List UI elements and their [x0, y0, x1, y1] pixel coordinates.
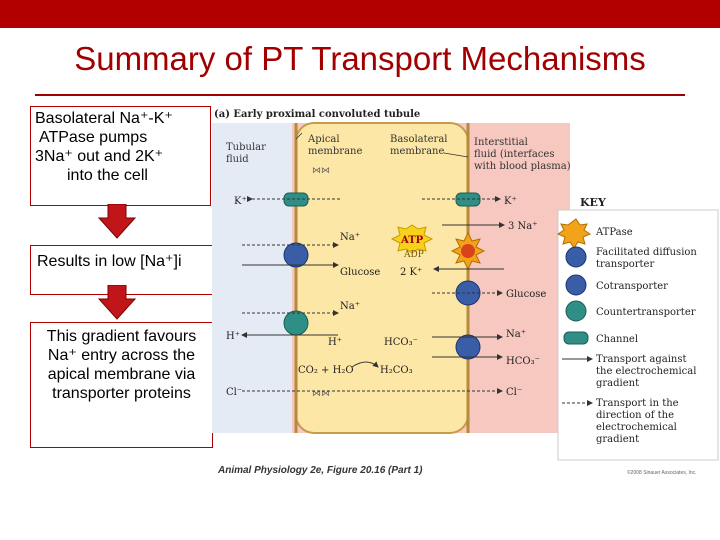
- h-left-label: H⁺: [226, 331, 240, 342]
- key-cotransporter-icon: [566, 275, 586, 295]
- apical-membrane-label-2: membrane: [308, 146, 363, 157]
- pump-line-1: Basolateral Na⁺-K⁺: [35, 110, 173, 127]
- key-countertransporter-icon: [566, 301, 586, 321]
- key-with-label-2: direction of the: [596, 410, 675, 421]
- key-facilitated-icon: [566, 247, 586, 267]
- down-arrow-1: [97, 204, 137, 240]
- basolateral-label-1: Basolateral: [390, 134, 448, 145]
- tubular-fluid-label-2: fluid: [226, 154, 249, 165]
- copyright-notice: ©2008 Sinauer Associates, Inc.: [627, 470, 697, 476]
- key-channel-label: Channel: [596, 334, 639, 345]
- cl-right-label: Cl⁻: [506, 387, 523, 398]
- key-title: KEY: [580, 196, 606, 209]
- key-cotransporter-label: Cotransporter: [596, 281, 668, 292]
- k-left-label: K⁺: [234, 196, 247, 207]
- interstitial-label-1: Interstitial: [474, 137, 528, 148]
- co2-label: CO₂ + H₂O: [298, 365, 354, 376]
- glucose-cell-label: Glucose: [340, 267, 381, 278]
- pt-transport-figure: [212, 105, 720, 480]
- tubular-fluid-region: [212, 123, 292, 433]
- gradient-line-2: Na⁺ entry across the: [47, 347, 196, 364]
- key-against-label-3: gradient: [596, 378, 640, 389]
- gradient-line-4: transporter proteins: [52, 385, 191, 402]
- h2co3-label: H₂CO₃: [380, 365, 413, 376]
- hco3-right-label: HCO₃⁻: [506, 356, 540, 367]
- k2-label: 2 K⁺: [400, 267, 423, 278]
- key-against-label-1: Transport against: [596, 354, 687, 365]
- figure-caption: Animal Physiology 2e, Figure 20.16 (Part 1): [218, 465, 423, 476]
- pump-line-2: ATPase pumps: [39, 129, 148, 146]
- key-facilitated-label-2: transporter: [596, 259, 655, 270]
- key-with-label-3: electrochemical: [596, 422, 677, 433]
- na-apical-2-label: Na⁺: [340, 301, 360, 312]
- figure-key: [558, 196, 718, 460]
- adp-label: ADP: [404, 250, 424, 260]
- top-banner: [0, 0, 720, 28]
- down-arrow-2: [97, 285, 137, 321]
- key-channel-icon: [564, 332, 588, 344]
- atp-label: ATP: [401, 235, 424, 246]
- key-atpase-label: ATPase: [596, 227, 633, 238]
- title-underline: [35, 94, 685, 96]
- tight-junction-top: ⋈⋈: [312, 166, 330, 176]
- pump-line-4: into the cell: [67, 167, 148, 184]
- interstitial-label-2: fluid (interfaces: [474, 149, 555, 160]
- key-with-label-1: Transport in the: [596, 398, 679, 409]
- na-right-label: Na⁺: [506, 329, 526, 340]
- summary-box-low-na: Results in low [Na⁺]i: [30, 245, 221, 295]
- tubular-fluid-label-1: Tubular: [226, 142, 266, 153]
- hco3-cell-label: HCO₃⁻: [384, 337, 418, 348]
- glucose-right-label: Glucose: [506, 289, 547, 300]
- k-right-label: K⁺: [504, 196, 517, 207]
- summary-box-gradient: [30, 322, 213, 448]
- key-facilitated-label-1: Facilitated diffusion: [596, 247, 697, 258]
- key-countertransporter-label: Countertransporter: [596, 307, 696, 318]
- gradient-line-1: This gradient favours: [46, 328, 197, 345]
- interstitial-label-3: with blood plasma): [474, 161, 571, 172]
- pump-line-3: 3Na⁺ out and 2K⁺: [35, 148, 164, 165]
- gradient-line-3: apical membrane via: [47, 366, 196, 383]
- tight-junction-bottom: ⋈⋈: [312, 389, 330, 399]
- cl-left-label: Cl⁻: [226, 387, 243, 398]
- na3-label: 3 Na⁺: [508, 221, 538, 232]
- apical-membrane-label-1: Apical: [308, 134, 340, 145]
- h-cell-label: H⁺: [328, 337, 342, 348]
- summary-box-pump: [30, 106, 211, 206]
- slide-title: Summary of PT Transport Mechanisms: [74, 40, 646, 77]
- na-apical-1-label: Na⁺: [340, 232, 360, 243]
- panel-title: (a) Early proximal convoluted tubule: [214, 109, 421, 120]
- basolateral-label-2: membrane: [390, 146, 445, 157]
- key-against-label-2: the electrochemical: [596, 366, 697, 377]
- key-with-label-4: gradient: [596, 434, 640, 445]
